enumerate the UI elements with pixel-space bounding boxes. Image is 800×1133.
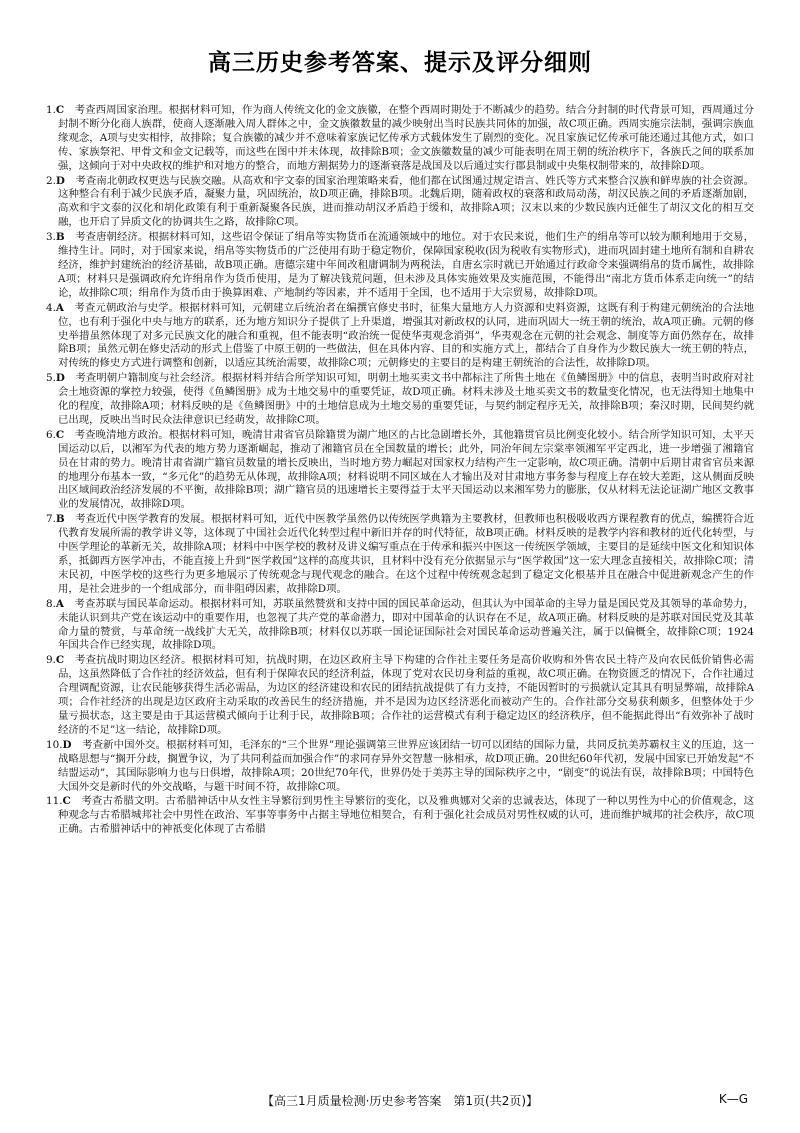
item-answer: D	[55, 372, 65, 385]
answer-item	[46, 429, 754, 512]
page-footer	[0, 1092, 800, 1108]
item-number: 4.	[46, 301, 56, 314]
item-text: 考查南北朝政权更迭与民族交融。从高欢和宇文泰的国家治理策略来看，他们都在试图通过规定语言、姓氏等方式来整合汉族和鲜卑族的社会资源。这种整合有利于减少民族矛盾，凝聚力量，巩固统治，故D项正确，排除B项。北魏后期，随着政权的衰落和政局动荡，胡汉民族之间的矛盾逐渐加剧，高欢和宇文泰的汉化和胡化政策有利于重新凝聚各民族，进而推动胡汉矛盾趋于缓和，故排除A项；汉末以来的少数民族内迁催生了胡汉文化的相互交融，也开启了异质文化的协调共生之路，故排除C项。	[58, 174, 754, 229]
answer-list	[46, 104, 754, 1064]
item-number: 2.	[46, 174, 56, 187]
item-number: 9.	[46, 654, 56, 667]
item-answer: A	[55, 597, 64, 610]
footer-code: K—G	[718, 1092, 748, 1106]
answer-item	[46, 739, 754, 795]
answer-item	[46, 513, 754, 596]
item-answer: C	[55, 428, 65, 441]
item-text: 考查唐朝经济。根据材料可知，这些诏令保证了绢帛等实物货币在流通领域中的地位。对于农民来说，他们生产的绢帛等可以较为顺利地用于交易，维持生计。同时，对于国家来说，绢帛等实物货币的广泛使用有助于稳定物价，保障国家税收(因为税收有实物形式)，进而巩固封建土地所有制和自耕农经济，维护封建统治的经济基础，故B项正确。唐德宗建中年间改租庸调制为两税法，自唐玄宗时就已开始通过行政命令来强调绢帛的货币属性，故排除A项；材料只是强调政府允许绢帛作为货币使用，是为了解决钱荒问题，但未涉及具体实施效果及实施范围，不能得出“南北方货币体系走向统一”的结论，故排除C项；绢帛作为货币由于换算困难、产地制约等因素，并不适用于全国，也不适用于大宗贸易，故排除D项。	[58, 231, 754, 299]
item-text: 考查新中国外交。根据材料可知，毛泽东的“三个世界”理论强调第三世界应该团结一切可以团结的国际力量，共同反抗美苏霸权主义的压迫，这一战略思想与“搁开分歧，搁置争议，为了共同利益而加强合作”的求同存异外交智慧一脉相承，故D项正确。20世纪60年代初，发展中国家已开始发起“不结盟运动”，其国际影响力也与日俱增，故排除A项；20世纪70年代，世界仍处于美苏主导的国际秩序之中，“剧变”的说法有误，故排除B项；中国特色大国外交是新时代的外交战略，与题干时间不符，故排除C项。	[58, 738, 754, 793]
item-text: 考查元朝政治与史学。根据材料可知，元朝建立后统治者在编撰官修史书时，征集大量地方人力资源和史料资源，这既有利于构建元朝统治的合法地位，也有利于强化中央与地方的联系，还为地方知识分子提供了上升渠道，增强其对新政权的认同，进而巩固大一统王朝的统治，故A项正确。元朝的修史举措虽然体现了对多元民族文化的融合和重视，但不能表明“政治统一促使华夷观念消弭”，华夷观念在元朝的社会观念、制度等方面仍然存在，故排除B项；虽然元朝在修史活动的形式上借鉴了中原王朝的一些做法，但在具体内容、目的和实施方式上，都结合了自身作为少数民族大一统王朝的特点，对传统的修史方式进行调整和创新，以适应其统治需要，故排除C项；元朝修史的主要目的是构建王朝统治的合法性，故排除D项。	[58, 301, 754, 370]
item-answer: A	[55, 301, 64, 314]
answer-item	[46, 795, 754, 837]
item-text: 考查近代中医学教育的发展。根据材料可知，近代中医教学虽然仍以传统医学典籍为主要教材，但教师也积极吸收西方课程教育的优点，编撰符合近代教育发展所需的教学讲义等，这体现了中国社会近代化转型过程中新旧并存的时代特征，故B项正确。材料反映的是教学内容和教材的近代化转型，与中医学理论的革新无关，故排除A项；材料中中医学校的教材及讲义编写重点在于传承和振兴中医这一传统医学领域，主要目的是延续中医文化和知识体系，抵御西方医学冲击，不能直接上升到“医学救国”这样的高度共识，且材料中没有充分依据显示与“医学救国”这一宏大理念直接相关，故排除C项；清末民初，中医学校的这些行为更多地展示了传统观念与现代观念的融合。在这个过程中传统观念起到了稳定文化根基并且在融合中促进新观念产生的作用，是社会进步的一个组成部分，而非阻碍因素，故排除D项。	[58, 513, 754, 595]
item-answer: D	[55, 174, 65, 187]
item-text: 考查抗战时期边区经济。根据材料可知，抗战时期，在边区政府主导下构建的合作社主要任务是高价收购和外售农民土特产及向农民低价销售必需品，这虽然降低了合作社的经济效益，但有利于保障农民的经济利益，体现了党对农民切身利益的重视，故C项正确。在物资匮乏的情况下，合作社通过合理调配资源，让农民能够获得生活必需品，为边区的经济建设和农民的团结抗战提供了有力支持，不能因暂时的亏损就认定其具有明显弊端，故排除A项；合作社经济的出现是边区政府主动采取的改善民生的经济措施，并不是因为边区经济恶化而被动产生的。合作社部分交易获利颇多，但整体处于少量亏损状态，这主要是由于其运营模式倾向于让利于民，故排除B项；合作社的运营模式有利于稳定边区的经济秩序，但不能据此得出“有效弥补了战时经济的不足”这一结论，故排除D项。	[58, 654, 754, 736]
answer-item	[46, 175, 754, 231]
answer-item	[46, 654, 754, 737]
item-number: 8.	[46, 597, 56, 610]
item-text: 考查苏联与国民革命运动。根据材料可知，苏联虽然赞赏和支持中国的国民革命运动，但其认为中国革命的主导力量是国民党及其领导的革命势力，未能认识到共产党在该运动中的重要作用，也忽视了共产党的革命潜力，即对中国革命的认识存在不足，故A项正确。材料反映的是苏联对国民党及其革命力量的赞赏，与革命统一战线扩大无关，故排除B项；材料仅以苏联一国论证国际社会对国民革命运动普遍关注，属于以偏概全，故排除C项；1924年国共合作已经实现，故排除D项。	[58, 597, 754, 652]
item-text: 考查明朝户籍制度与社会经济。根据材料并结合所学知识可知，明朝土地买卖文书中都标注了所售土地在《鱼鳞图册》中的信息，表明当时政府对社会土地资源的掌控力较强，使得《鱼鳞图册》成为土地交易中的重要凭证，故D项正确。材料未涉及土地买卖文书的数量变化情况，也无法得知土地集中化的程度，故排除A项；材料反映的是《鱼鳞图册》中的土地信息成为土地交易的重要凭证，与契约制定程序无关，故排除B项；秦汉时期，民间契约就已出现，反映出当时民众法律意识已经萌发，故排除C项。	[58, 372, 754, 426]
item-answer: B	[55, 513, 65, 526]
item-number: 6.	[46, 428, 56, 441]
item-answer: B	[55, 231, 65, 244]
item-text: 考查古希腊文明。古希腊神话中从女性主导繁衍到男性主导繁衍的变化，以及雅典娜对父亲的忠诚表达，体现了一种以男性为中心的价值观念，这种观念与古希腊城邦社会中男性在政治、军事等事务中占据主导地位相契合，有利于强化社会成员对男性权威的认可，进而维护城邦的社会秩序，故C项正确。古希腊神话中的神祇变化体现了古希腊	[58, 795, 754, 836]
item-number: 1.	[46, 104, 56, 116]
item-answer: D	[62, 738, 72, 751]
item-text: 考查晚清地方政治。根据材料可知，晚清甘肃省官员除籍贯为湖广地区的占比急剧增长外，其他籍贯官员比例变化较小。结合所学知识可知，太平天国运动以后，以湘军为代表的地方势力逐渐崛起，推动了湘籍官员在全国数量的增长；此外，同治年间左宗棠率领湘军平定西北，进一步增强了湘籍官员在甘肃的势力。晚清甘肃省湖广籍官员数量的增长反映出，当时地方势力崛起对国家权力结构产生一定影响，故C项正确。清朝中后期甘肃省官员来源的地理分布基本一致，“多元化”的趋势无从体现，故排除A项；材料说明不同区域在人才输出及对甘肃地方事务参与程度上存在较大差距，这从侧面反映出区域间政治经济发展的不平衡，故排除B项；湖广籍官员的迅速增长主要得益于太平天国运动以来湘军势力的膨胀，仅从材料无法论证湖广地区文教事业的发展情况，故排除D项。	[58, 428, 754, 511]
item-answer: C	[55, 654, 65, 667]
item-number: 3.	[46, 231, 56, 244]
item-answer: C	[62, 795, 71, 808]
item-number: 5.	[46, 372, 56, 385]
footer-page-info: 【高三1月质量检测·历史参考答案 第1页(共2页)】	[261, 1094, 539, 1108]
item-number: 7.	[46, 513, 56, 526]
answer-item	[46, 231, 754, 301]
item-number: 11.	[46, 795, 63, 808]
item-text: 考查西周国家治理。根据材料可知，作为商人传统文化的金文族徽，在整个西周时期处于不断减少的趋势。结合分封制的时代背景可知，西周通过分封制不断分化商人族群，使商人逐渐融入周人群体之中，金文族徽数量的减少映射出当时民族共同体的加强，故C项正确。西周实施宗法制，强调宗族血缘观念，A项与史实相悖，故排除；复合族徽的减少并不意味着家族记忆传承方式载体发生了剧烈的变化。况且家族记忆传承可能还通过其他方式，如口传、家族祭祀、甲骨文和金文记载等，而这些在图中并未体现，故排除B项；金文族徽数量的减少可能表明在周王朝的统治秩序下，各族氏之间的联系加强，这倾向于对中央政权的维护和对地方的整合，而地方割据势力的逐渐衰落是战国及以后通过实行郡县制或中央集权制带来的，故排除D项。	[58, 104, 754, 172]
page-title: 高三历史参考答案、提示及评分细则	[208, 50, 592, 76]
item-answer: C	[55, 104, 65, 116]
item-number: 10.	[46, 738, 63, 751]
answer-item	[46, 302, 754, 372]
answer-item	[46, 598, 754, 654]
answer-item	[46, 372, 754, 428]
answer-item	[46, 104, 754, 174]
